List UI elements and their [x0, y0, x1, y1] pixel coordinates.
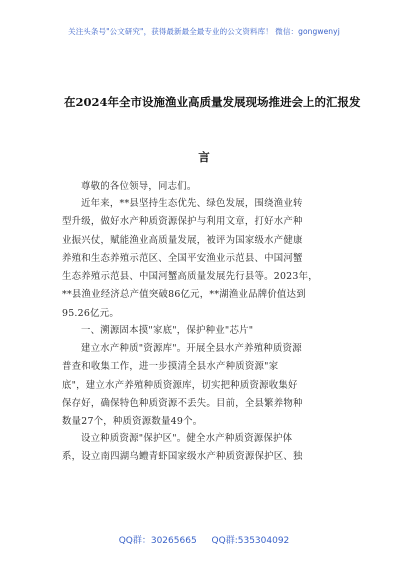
paragraph-line: 业振兴仗，赋能渔业高质量发展，被评为国家级水产健康 [62, 234, 303, 246]
footer-contact [0, 533, 408, 546]
paragraph-line: 设立种质资源"保护区"。健全水产种质资源保护体 [81, 433, 293, 444]
section-heading [62, 322, 362, 340]
paragraph-line: 底"，建立水产养殖种质资源库，切实把种质资源收集好 [62, 379, 298, 391]
footer-qq-group-1: QQ群：30265665 [118, 536, 197, 546]
paragraph-line: 建立水产种质"资源库"。开展全县水产养殖种质资源 [81, 343, 302, 354]
document-title-continued: 言 [198, 150, 210, 164]
document-title: 在2024年全市设施渔业高质量发展现场推进会上的汇报发 [64, 95, 361, 109]
paragraph-line: 95.26亿元。 [62, 307, 119, 319]
paragraph-line: 普查和收集工作，进一步摸清全县水产种质资源"家 [62, 361, 279, 373]
salutation-text: 尊敬的各位领导，同志们。 [81, 181, 197, 192]
header-banner: 关注头条号"公文研究"，获得最新最全最专业的公文资料库！ 微信：gongwenyj [68, 27, 340, 36]
paragraph-line: 型升级，做好水产种质资源保护与利用文章，打好水产种 [62, 216, 303, 228]
paragraph-protection-zone [62, 430, 362, 467]
paragraph-intro [62, 195, 362, 323]
paragraph-line: 系，设立南四湖乌鳢青虾国家级水产种质资源保护区、独 [62, 451, 303, 463]
paragraph-resource-bank [62, 340, 362, 431]
paragraph-line: **县渔业经济总产值突破86亿元，**湖渔业品牌价值达到 [62, 289, 306, 301]
paragraph-line: 生态养殖示范县、中国河蟹高质量发展先行县等。2023年， [62, 271, 318, 283]
salutation [62, 178, 362, 196]
heading-text: 一、溯源固本摸"家底"，保护种业"芯片" [81, 325, 254, 336]
paragraph-line: 保存好，确保特色种质资源不丢失。目前，全县繁养物种 [62, 397, 303, 409]
footer-qq-group-2: QQ群:535304092 [211, 536, 290, 546]
paragraph-line: 养殖和生态养殖示范区、全国平安渔业示范县、中国河蟹 [62, 252, 303, 264]
paragraph-line: 近年来，**县坚持生态优先、绿色发展，围绕渔业转 [81, 198, 303, 209]
paragraph-line: 数量27个，种质资源数量49个。 [62, 416, 203, 428]
